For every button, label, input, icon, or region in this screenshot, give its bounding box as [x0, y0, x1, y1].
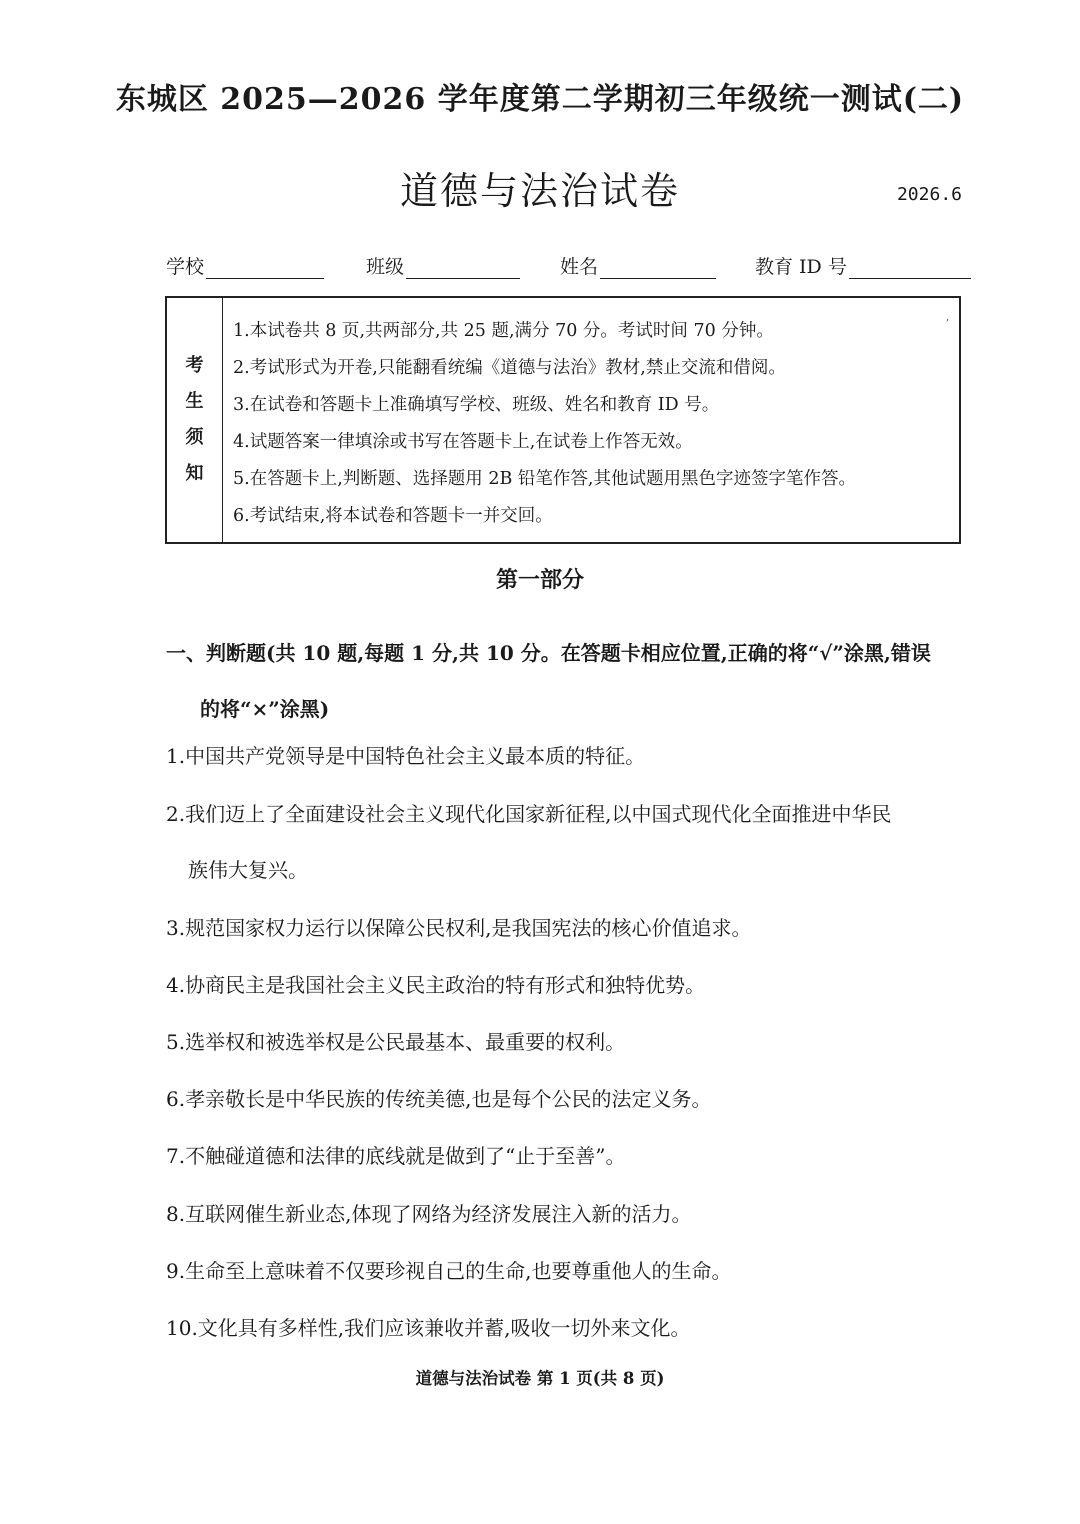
notice-item: 2.考试形式为开卷,只能翻看统编《道德与法治》教材,禁止交流和借阅。	[233, 358, 786, 378]
question-text: 10.文化具有多样性,我们应该兼收并蓄,吸收一切外来文化。	[166, 1316, 691, 1340]
notice-label	[167, 298, 223, 542]
exam-date: 2026.6	[896, 184, 962, 205]
question-text: 2.我们迈上了全面建设社会主义现代化国家新征程,以中国式现代化全面推进中华民	[166, 802, 892, 826]
class-blank[interactable]	[406, 256, 520, 279]
notice-item: 6.考试结束,将本试卷和答题卡一并交回。	[233, 506, 553, 526]
notice-label-char: 须	[185, 427, 204, 448]
question-text: 6.孝亲敬长是中华民族的传统美德,也是每个公民的法定义务。	[166, 1087, 712, 1111]
question-item	[166, 728, 966, 784]
question-text: 5.选举权和被选举权是公民最基本、最重要的权利。	[166, 1030, 626, 1054]
name-blank[interactable]	[600, 256, 716, 279]
exam-title: 东城区 2025—2026 学年度第二学期初三年级统一测试(二)	[115, 82, 965, 117]
question-text: 1.中国共产党领导是中国特色社会主义最本质的特征。	[166, 744, 646, 768]
id-label: 教育 ID 号	[755, 256, 847, 278]
exam-notice-box	[165, 296, 961, 544]
question-text: 9.生命至上意味着不仅要珍视自己的生命,也要尊重他人的生命。	[166, 1259, 732, 1283]
question-item	[166, 786, 966, 898]
question-item	[166, 957, 966, 1013]
class-field[interactable]	[366, 252, 520, 279]
name-label: 姓名	[560, 256, 599, 278]
question-text-continued: 族伟大复兴。	[188, 858, 308, 882]
question-item	[166, 900, 966, 956]
stray-mark: ,	[946, 312, 950, 323]
section-heading	[166, 625, 966, 737]
question-text: 8.互联网催生新业态,体现了网络为经济发展注入新的活力。	[166, 1202, 692, 1226]
notice-label-char: 生	[185, 391, 204, 412]
section-heading-line: 一、判断题(共 10 题,每题 1 分,共 10 分。在答题卡相应位置,正确的将“√”涂黑,错误	[166, 641, 931, 665]
notice-item: 3.在试卷和答题卡上准确填写学校、班级、姓名和教育 ID 号。	[233, 395, 720, 415]
question-item	[166, 1186, 966, 1242]
question-text: 7.不触碰道德和法律的底线就是做到了“止于至善”。	[166, 1144, 626, 1168]
class-label: 班级	[366, 256, 405, 278]
part-title: 第一部分	[495, 567, 584, 593]
id-blank[interactable]	[849, 256, 971, 279]
notice-label-char: 知	[185, 463, 204, 484]
question-item	[166, 1243, 966, 1299]
name-field[interactable]	[560, 252, 716, 279]
question-item	[166, 1071, 966, 1127]
id-field[interactable]	[755, 252, 971, 279]
subject-title: 道德与法治试卷	[399, 169, 680, 213]
school-field[interactable]	[166, 252, 324, 279]
notice-item: 4.试题答案一律填涂或书写在答题卡上,在试卷上作答无效。	[233, 432, 693, 452]
section-heading-line: 的将“×”涂黑)	[200, 697, 330, 721]
question-item	[166, 1128, 966, 1184]
notice-item: 5.在答题卡上,判断题、选择题用 2B 铅笔作答,其他试题用黑色字迹签字笔作答。	[233, 469, 856, 489]
question-text: 3.规范国家权力运行以保障公民权利,是我国宪法的核心价值追求。	[166, 916, 752, 940]
notice-item: 1.本试卷共 8 页,共两部分,共 25 题,满分 70 分。考试时间 70 分钟。	[233, 321, 774, 341]
school-blank[interactable]	[206, 256, 324, 279]
student-info-row	[0, 252, 1080, 282]
question-item	[166, 1014, 966, 1070]
notice-list	[233, 316, 949, 538]
question-text: 4.协商民主是我国社会主义民主政治的特有形式和独特优势。	[166, 973, 706, 997]
school-label: 学校	[166, 256, 205, 278]
page-footer: 道德与法治试卷 第 1 页(共 8 页)	[415, 1369, 665, 1388]
question-item	[166, 1300, 966, 1356]
notice-label-char: 考	[185, 355, 204, 376]
